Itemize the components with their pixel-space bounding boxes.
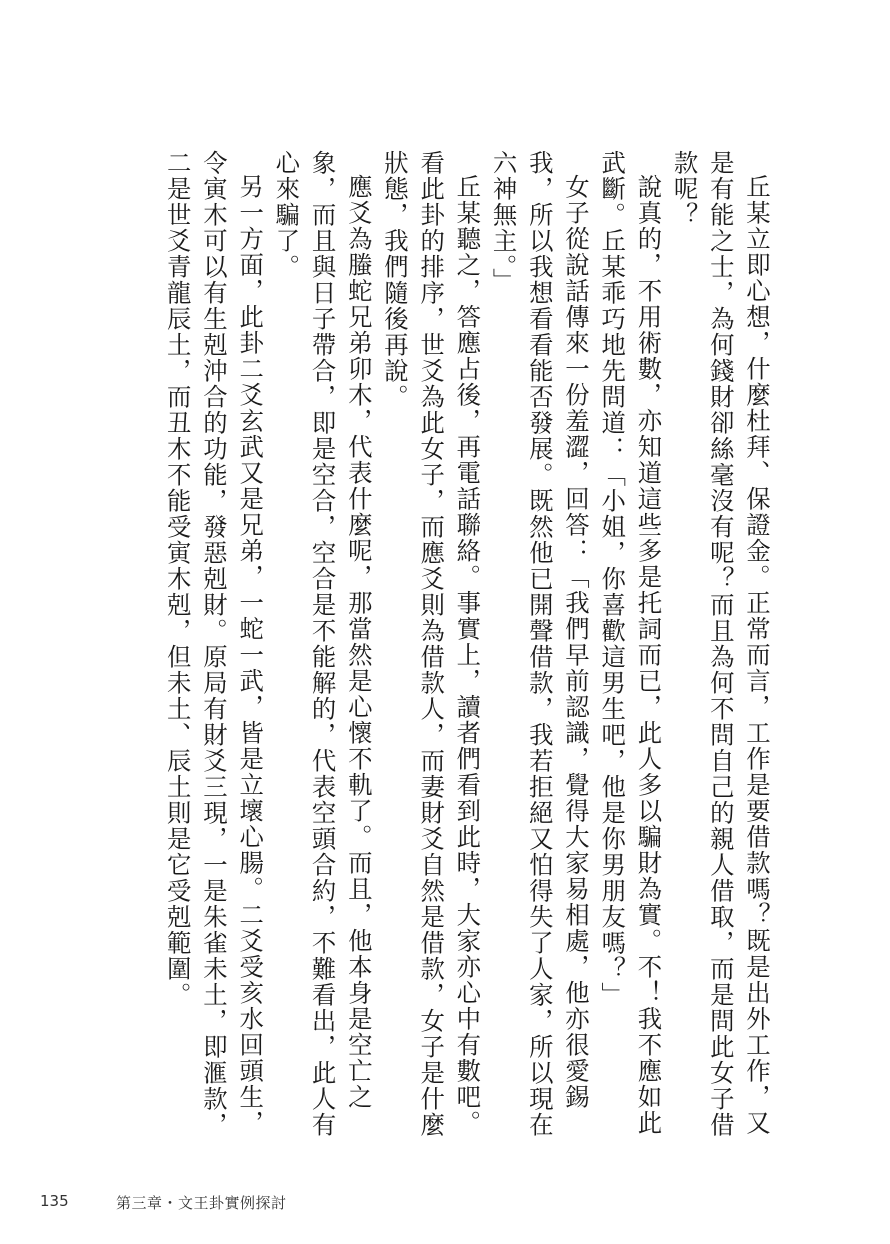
paragraph-1: 丘某立即心想，什麼杜拜、保證金。正常而言，工作是要借款嗎？既是出外工作，又是有能之士，為何錢財卻絲毫沒有呢？而且為何不問自己的親人借取，而是問此女子借款呢？ [669,150,771,1138]
page-number: 135 [40,1192,69,1210]
paragraph-4: 丘某聽之，答應占後，再電話聯絡。事實上，讀者們看到此時，大家亦心中有數吧。看此卦的排序，世爻為此女子，而應爻則為借款人，而妻財爻自然是借款，女子是什麼狀態，我們隨後再說。 [379,150,482,1138]
paragraph-3: 女子從說話傳來一份羞澀，回答：「我們早前認識，覺得大家易相處，他亦很愛錫我，所以我想看看能否發展。既然他已開聲借款，我若拒絕又怕得失了人家，所以現在六神無主。」 [488,150,590,1138]
paragraph-2: 說真的，不用術數，亦知道這些多是托詞而已，此人多以騙財為實。不！我不應如此武斷。丘某乖巧地先問道：「小姐，你喜歡這男生吧，他是你男朋友嗎？」 [597,150,663,1137]
vertical-text-body [124,150,774,1150]
paragraph-5: 應爻為螣蛇兄弟卯木，代表什麼呢，那當然是心懷不軌了。而且，他本身是空亡之象，而且與日子帶合，即是空合，空合是不能解的，代表空頭合約，不難看出，此人有心來騙了。 [271,150,373,1138]
page-footer [0,1192,890,1216]
paragraph-6: 另一方面，此卦二爻玄武又是兄弟，一蛇一武，皆是立壞心腸。二爻受亥水回頭生，令寅木可以有生剋沖合的功能，發惡剋財。原局有財爻三現，一是朱雀未土，即滙款，二是世爻青龍辰土，而丑木不能受寅木剋，但未土、辰土則是它受剋範圍。 [162,150,265,1138]
chapter-title: 第三章・文王卦實例探討 [116,1194,287,1212]
